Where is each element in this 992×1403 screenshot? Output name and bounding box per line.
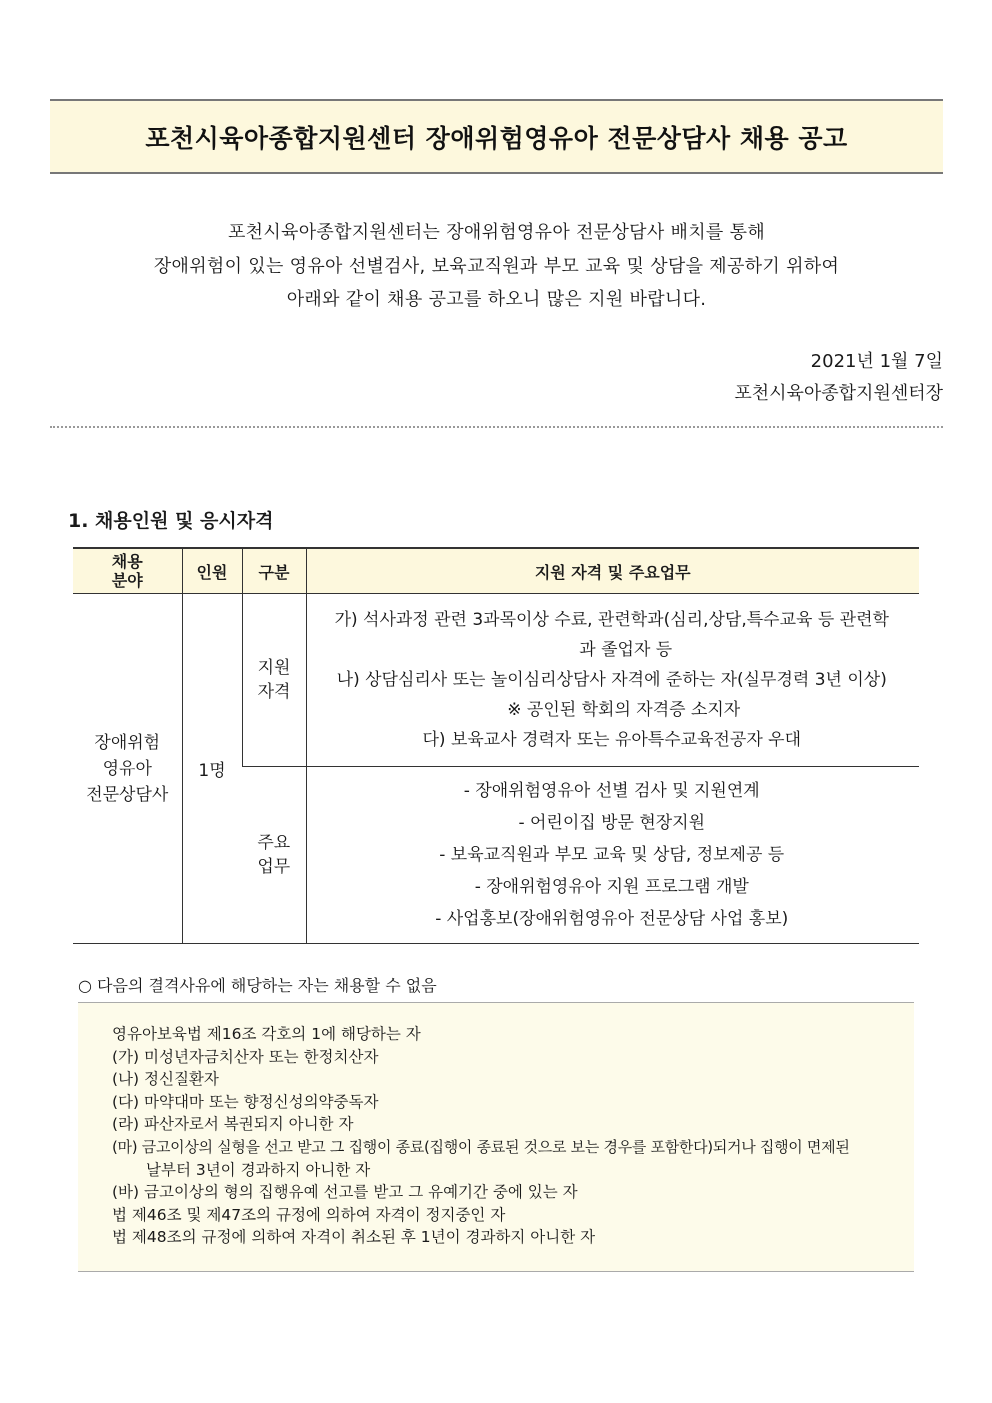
recruitment-table (73, 547, 919, 944)
notice-title: 포천시육아종합지원센터 장애위험영유아 전문상담사 채용 공고 (50, 99, 943, 174)
disqualification-item: 법 제48조의 규정에 의하여 자격이 취소된 후 1년이 경과하지 아니한 자 (112, 1228, 596, 1247)
disqualification-item: 날부터 3년이 경과하지 아니한 자 (146, 1160, 371, 1179)
qualification-item: 과 졸업자 등 (579, 640, 673, 660)
disqualification-item: (다) 마약대마 또는 향정신성의약중독자 (112, 1092, 379, 1111)
intro-line-2: 장애위험이 있는 영유아 선별검사, 보육교직원과 부모 교육 및 상담을 제공하기 위하여 (153, 256, 840, 277)
disqualification-item: (라) 파산자로서 복권되지 아니한 자 (112, 1115, 354, 1134)
disqualification-item: 영유아보육법 제16조 각호의 1에 해당하는 자 (112, 1025, 421, 1043)
disqualification-box (78, 1002, 914, 1272)
disqualification-item: (바) 금고이상의 형의 집행유예 선고를 받고 그 유예기간 중에 있는 자 (112, 1183, 578, 1202)
qualification-item: 가) 석사과정 관련 3과목이상 수료, 관련학과(심리,상담,특수교육 등 관련학 (334, 610, 889, 630)
duty-label: 주요 업무 (242, 767, 306, 944)
qualification-item: ※ 공인된 학회의 자격증 소지자 (507, 700, 741, 720)
intro-line-1: 포천시육아종합지원센터는 장애위험영유아 전문상담사 배치를 통해 (227, 222, 766, 243)
header-details: 지원 자격 및 주요업무 (306, 548, 919, 594)
dotted-divider (50, 426, 943, 428)
table-row (73, 594, 919, 767)
table-header-row (73, 548, 919, 594)
qualification-list (306, 594, 919, 767)
disqualification-notice: ○ 다음의 결격사유에 해당하는 자는 채용할 수 없음 (78, 976, 437, 995)
field-cell: 장애위험 영유아 전문상담사 (73, 594, 182, 944)
duty-list (306, 767, 919, 944)
disqualification-item: 법 제46조 및 제47조의 규정에 의하여 자격이 정지중인 자 (112, 1205, 506, 1224)
header-field: 채용 분야 (73, 548, 182, 594)
header-category: 구분 (242, 548, 306, 594)
section-heading: 1. 채용인원 및 응시자격 (68, 510, 274, 532)
intro-line-3: 아래와 같이 채용 공고를 하오니 많은 지원 바랍니다. (286, 289, 707, 310)
header-count: 인원 (182, 548, 242, 594)
duty-item: - 사업홍보(장애위험영유아 전문상담 사업 홍보) (435, 909, 789, 929)
disqualification-item: (마) 금고이상의 실형을 선고 받고 그 집행이 종료(집행이 종료된 것으로 보는 경우를 포함한다)되거나 집행이 면제된 (112, 1137, 850, 1156)
notice-date: 2021년 1월 7일 (810, 351, 943, 372)
count-cell: 1명 (182, 594, 242, 944)
duty-item: - 장애위험영유아 선별 검사 및 지원연계 (463, 781, 760, 801)
qualification-label: 지원 자격 (242, 594, 306, 767)
duty-item: - 보육교직원과 부모 교육 및 상담, 정보제공 등 (439, 845, 785, 865)
duty-item: - 어린이집 방문 현장지원 (518, 813, 706, 833)
disqualification-item: (가) 미성년자금치산자 또는 한정치산자 (112, 1047, 379, 1066)
qualification-item: 나) 상담심리사 또는 놀이심리상담사 자격에 준하는 자(실무경력 3년 이상) (336, 670, 887, 690)
disqualification-item: (나) 정신질환자 (112, 1070, 219, 1089)
duty-item: - 장애위험영유아 지원 프로그램 개발 (474, 877, 749, 897)
qualification-item: 다) 보육교사 경력자 또는 유아특수교육전공자 우대 (422, 730, 801, 750)
issuer: 포천시육아종합지원센터장 (734, 383, 943, 404)
